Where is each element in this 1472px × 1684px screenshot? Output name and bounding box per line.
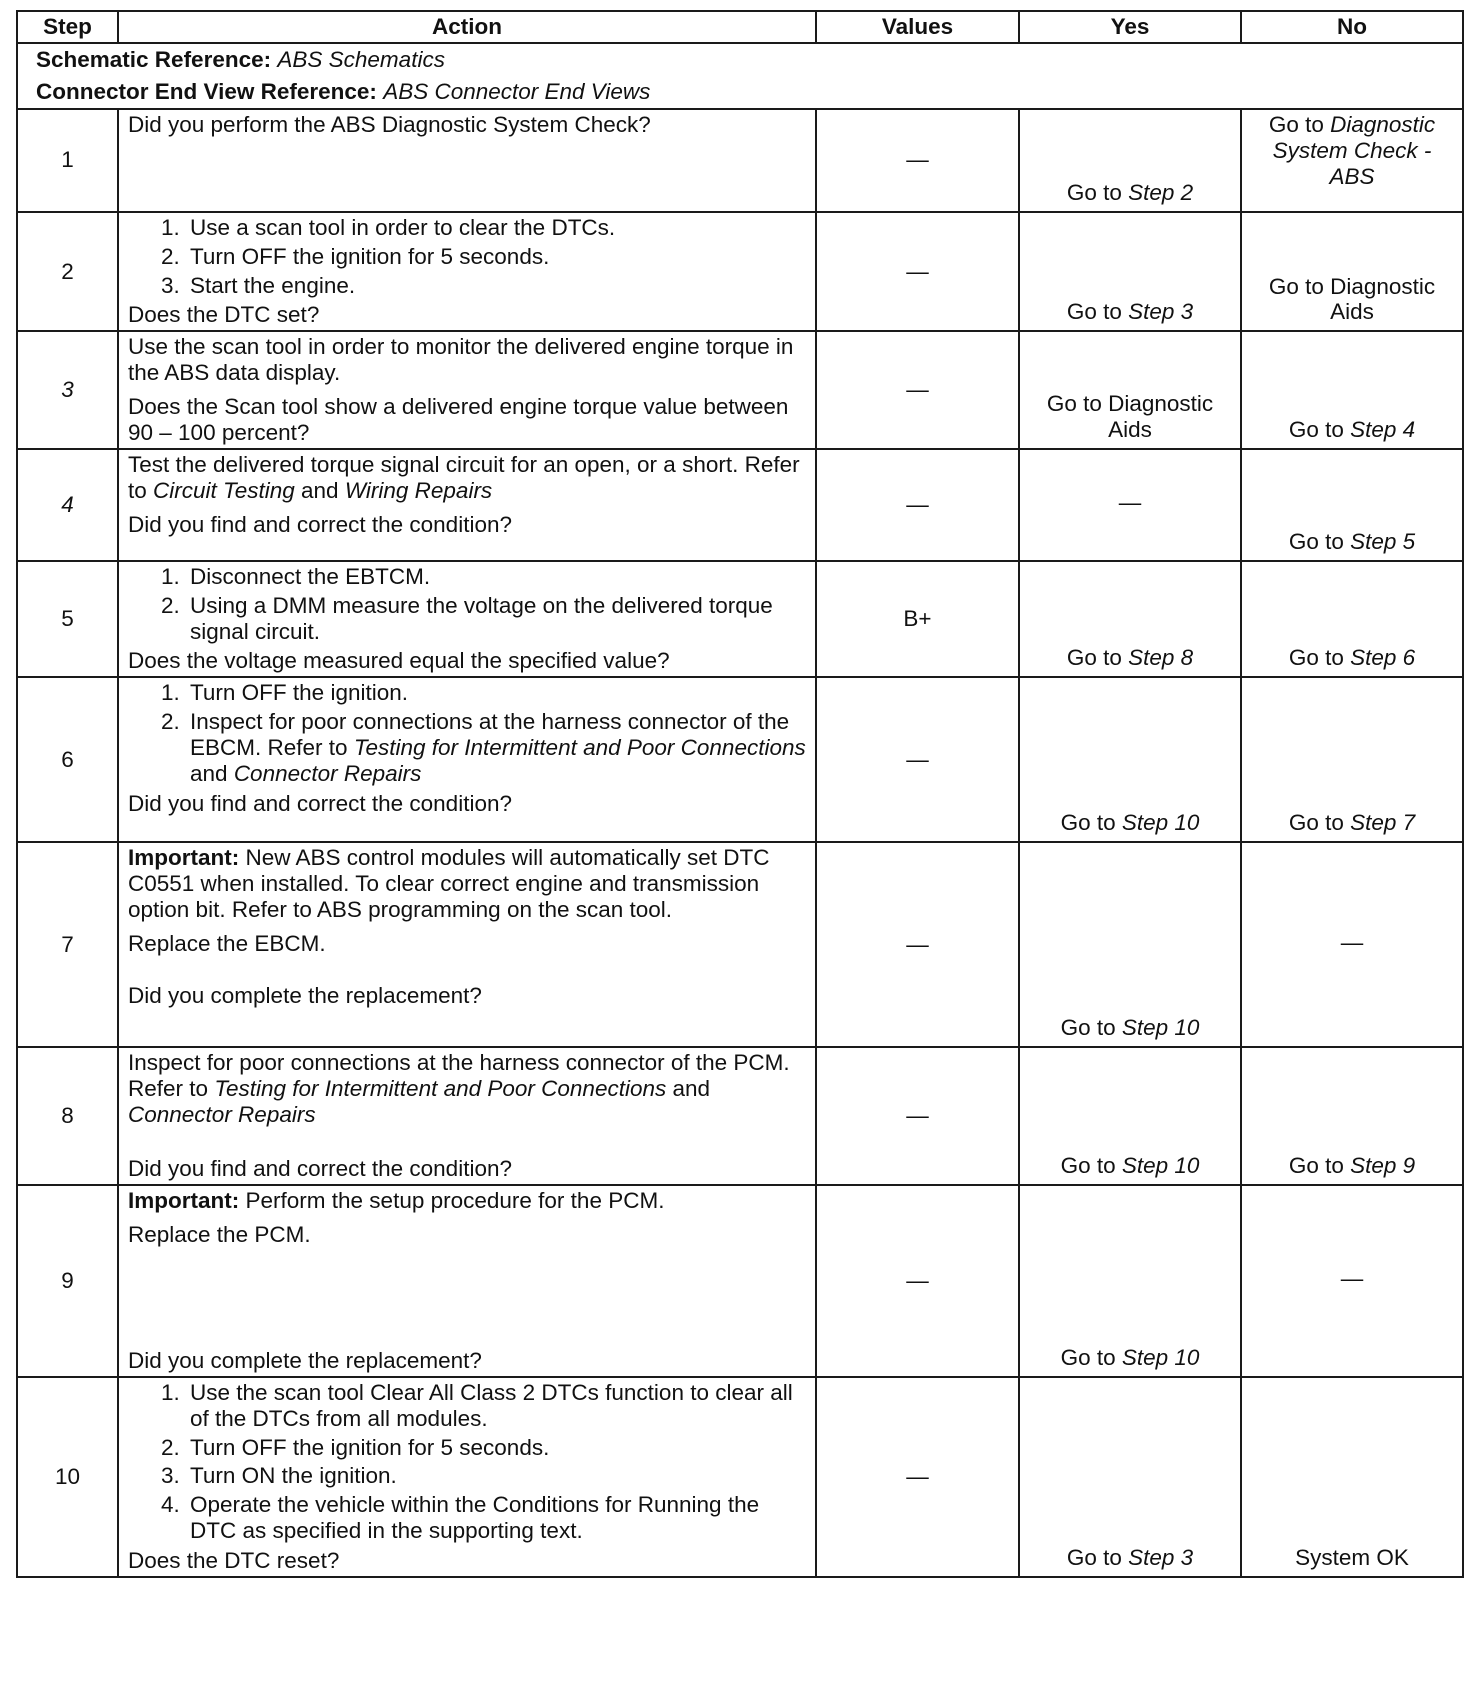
value-cell: — <box>816 109 1019 212</box>
yes-prefix: Go to <box>1060 1152 1116 1178</box>
list-item: 2. Turn OFF the ignition for 5 seconds. <box>186 244 806 270</box>
no-link[interactable]: Step 6 <box>1350 645 1416 671</box>
list-item-text: Inspect for poor connections at the harness connector of the EBCM. Refer to <box>190 709 790 760</box>
connector-repairs-link[interactable]: Connector Repairs <box>233 760 422 786</box>
schematic-reference-label: Schematic Reference: <box>36 47 272 72</box>
step-number: 4 <box>17 449 118 561</box>
yes-link[interactable]: Step 2 <box>1128 179 1194 205</box>
action-question: Did you complete the replacement? <box>128 1347 482 1373</box>
header-step: Step <box>17 11 118 43</box>
important-label: Important: <box>128 845 240 871</box>
no-prefix: Go to <box>1288 645 1344 671</box>
no-link[interactable]: Step 7 <box>1350 810 1416 836</box>
yes-cell[interactable]: Go to Diagnostic Aids <box>1019 331 1241 449</box>
action-intro <box>128 1050 806 1128</box>
table-row <box>17 109 1463 212</box>
connector-reference-link[interactable]: ABS Connector End Views <box>383 78 651 104</box>
no-prefix: Go to <box>1288 528 1344 554</box>
step-number: 7 <box>17 842 118 1047</box>
yes-cell <box>1019 109 1241 212</box>
yes-cell <box>1019 1185 1241 1377</box>
action-cell <box>118 1185 816 1377</box>
conjunction: and <box>190 760 228 786</box>
list-item: 1. Turn OFF the ignition. <box>186 680 806 706</box>
no-prefix: Go to <box>1288 1152 1344 1178</box>
action-instruction: Replace the EBCM. <box>128 930 326 956</box>
header-no: No <box>1241 11 1463 43</box>
step-number: 5 <box>17 561 118 678</box>
table-row <box>17 331 1463 449</box>
action-cell <box>118 1377 816 1577</box>
action-cell <box>118 561 816 678</box>
table-row <box>17 677 1463 842</box>
no-cell <box>1241 561 1463 678</box>
list-item: 2. Turn OFF the ignition for 5 seconds. <box>186 1435 806 1461</box>
list-item: 1. Disconnect the EBTCM. <box>186 564 806 590</box>
action-question: Does the voltage measured equal the specified value? <box>128 648 670 674</box>
list-item <box>186 709 806 787</box>
action-cell <box>118 331 816 449</box>
step-number: 2 <box>17 212 118 332</box>
yes-link[interactable]: Step 10 <box>1121 1152 1200 1178</box>
table-row <box>17 561 1463 678</box>
action-cell <box>118 449 816 561</box>
action-question: Does the DTC set? <box>128 302 320 328</box>
testing-intermittent-link[interactable]: Testing for Intermittent and Poor Connections <box>214 1076 667 1102</box>
connector-repairs-link[interactable]: Connector Repairs <box>128 1102 316 1127</box>
table-row <box>17 1185 1463 1377</box>
yes-prefix: Go to <box>1066 1545 1122 1570</box>
yes-prefix: Go to <box>1066 179 1122 205</box>
value-cell: — <box>816 1047 1019 1185</box>
step-number: 8 <box>17 1047 118 1185</box>
step-number: 3 <box>17 331 118 449</box>
action-intro: Use the scan tool in order to monitor the delivered engine torque in the ABS data display. <box>128 334 794 386</box>
no-link[interactable]: Diagnostic System Check - ABS <box>1272 111 1436 189</box>
action-cell <box>118 842 816 1047</box>
table-row <box>17 842 1463 1047</box>
no-cell <box>1241 1047 1463 1185</box>
header-row <box>17 11 1463 43</box>
important-note <box>128 845 806 923</box>
testing-intermittent-link[interactable]: Testing for Intermittent and Poor Connections <box>353 735 806 760</box>
no-cell <box>1241 449 1463 561</box>
value-cell: — <box>816 212 1019 332</box>
action-instruction: Replace the PCM. <box>128 1221 311 1247</box>
action-list <box>128 564 806 645</box>
no-cell: — <box>1241 1185 1463 1377</box>
wiring-repairs-link[interactable]: Wiring Repairs <box>344 477 493 503</box>
yes-cell <box>1019 842 1241 1047</box>
no-prefix: Go to <box>1288 416 1344 442</box>
value-cell: — <box>816 677 1019 842</box>
action-cell <box>118 677 816 842</box>
action-question: Does the Scan tool show a delivered engine torque value between 90 – 100 percent? <box>128 394 789 445</box>
table-row <box>17 212 1463 332</box>
action-cell <box>118 109 816 212</box>
action-intro-text: Inspect for poor connections at the harness connector of the PCM. Refer to <box>128 1050 790 1102</box>
yes-cell <box>1019 1047 1241 1185</box>
conjunction: and <box>301 477 339 503</box>
value-cell: — <box>816 1185 1019 1377</box>
action-question: Did you complete the replacement? <box>128 982 482 1008</box>
yes-cell <box>1019 1377 1241 1577</box>
yes-prefix: Go to <box>1060 1015 1116 1041</box>
yes-cell <box>1019 561 1241 678</box>
list-item: 1. Use a scan tool in order to clear the DTCs. <box>186 215 806 241</box>
no-prefix: Go to <box>1288 810 1344 836</box>
no-cell: System OK <box>1241 1377 1463 1577</box>
yes-cell <box>1019 677 1241 842</box>
action-question: Did you find and correct the condition? <box>128 511 512 537</box>
no-prefix: Go to <box>1268 111 1324 137</box>
no-cell <box>1241 331 1463 449</box>
table-row <box>17 1377 1463 1577</box>
yes-link[interactable]: Step 10 <box>1121 1344 1200 1370</box>
no-cell[interactable]: Go to Diagnostic Aids <box>1241 212 1463 332</box>
action-list <box>128 1380 806 1544</box>
action-question: Does the DTC reset? <box>128 1548 340 1573</box>
no-link[interactable]: Step 4 <box>1350 416 1416 442</box>
yes-link[interactable]: Step 3 <box>1128 299 1194 325</box>
list-item: 4. Operate the vehicle within the Conditions for Running the DTC as specified in the supporting text. <box>186 1492 806 1544</box>
yes-prefix: Go to <box>1060 1344 1116 1370</box>
value-cell: — <box>816 842 1019 1047</box>
step-number: 6 <box>17 677 118 842</box>
no-cell <box>1241 109 1463 212</box>
yes-link[interactable]: Step 8 <box>1128 645 1194 671</box>
no-link[interactable]: Step 5 <box>1350 528 1416 554</box>
yes-link[interactable]: Step 10 <box>1121 810 1200 836</box>
table-row <box>17 1047 1463 1185</box>
step-number: 10 <box>17 1377 118 1577</box>
header-action: Action <box>118 11 816 43</box>
value-cell: B+ <box>816 561 1019 678</box>
no-cell: — <box>1241 842 1463 1047</box>
step-number: 9 <box>17 1185 118 1377</box>
action-question: Did you find and correct the condition? <box>128 790 512 816</box>
important-text: Perform the setup procedure for the PCM. <box>245 1187 665 1213</box>
conjunction: and <box>672 1076 711 1102</box>
action-cell <box>118 212 816 332</box>
list-item: 1. Use the scan tool Clear All Class 2 DTCs function to clear all of the DTCs from all modules. <box>186 1380 806 1432</box>
connector-reference-label: Connector End View Reference: <box>36 78 377 104</box>
schematic-reference-link[interactable]: ABS Schematics <box>277 47 445 72</box>
important-label: Important: <box>128 1187 240 1213</box>
action-question: Did you perform the ABS Diagnostic System Check? <box>128 111 651 137</box>
value-cell: — <box>816 449 1019 561</box>
header-yes: Yes <box>1019 11 1241 43</box>
table-row <box>17 449 1463 561</box>
no-link[interactable]: Step 9 <box>1350 1152 1416 1178</box>
yes-cell <box>1019 212 1241 332</box>
action-list <box>128 680 806 787</box>
yes-prefix: Go to <box>1066 299 1122 325</box>
important-note <box>128 1188 806 1214</box>
connector-reference-row <box>17 76 1463 109</box>
value-cell: — <box>816 331 1019 449</box>
yes-prefix: Go to <box>1066 645 1122 671</box>
yes-link[interactable]: Step 10 <box>1121 1015 1200 1041</box>
action-cell <box>118 1047 816 1185</box>
action-intro <box>128 452 806 504</box>
list-item: 3. Start the engine. <box>186 273 806 299</box>
list-item: 3. Turn ON the ignition. <box>186 1463 806 1489</box>
schematic-reference-row <box>17 43 1463 76</box>
action-intro-text: Test the delivered torque signal circuit for an open, or a short. Refer to <box>128 451 800 503</box>
circuit-testing-link[interactable]: Circuit Testing <box>153 477 295 503</box>
yes-cell: — <box>1019 449 1241 561</box>
action-list <box>128 215 806 299</box>
diagnostic-table <box>16 10 1464 1578</box>
important-text: New ABS control modules will automatically set DTC C0551 when installed. To clear correct engine and transmission option bit. Refer to ABS programming on the scan tool. <box>128 845 770 922</box>
list-item: 2. Using a DMM measure the voltage on the delivered torque signal circuit. <box>186 593 806 645</box>
header-values: Values <box>816 11 1019 43</box>
yes-prefix: Go to <box>1060 810 1116 836</box>
step-number: 1 <box>17 109 118 212</box>
yes-link[interactable]: Step 3 <box>1128 1545 1194 1570</box>
no-cell <box>1241 677 1463 842</box>
value-cell: — <box>816 1377 1019 1577</box>
action-question: Did you find and correct the condition? <box>128 1155 512 1181</box>
